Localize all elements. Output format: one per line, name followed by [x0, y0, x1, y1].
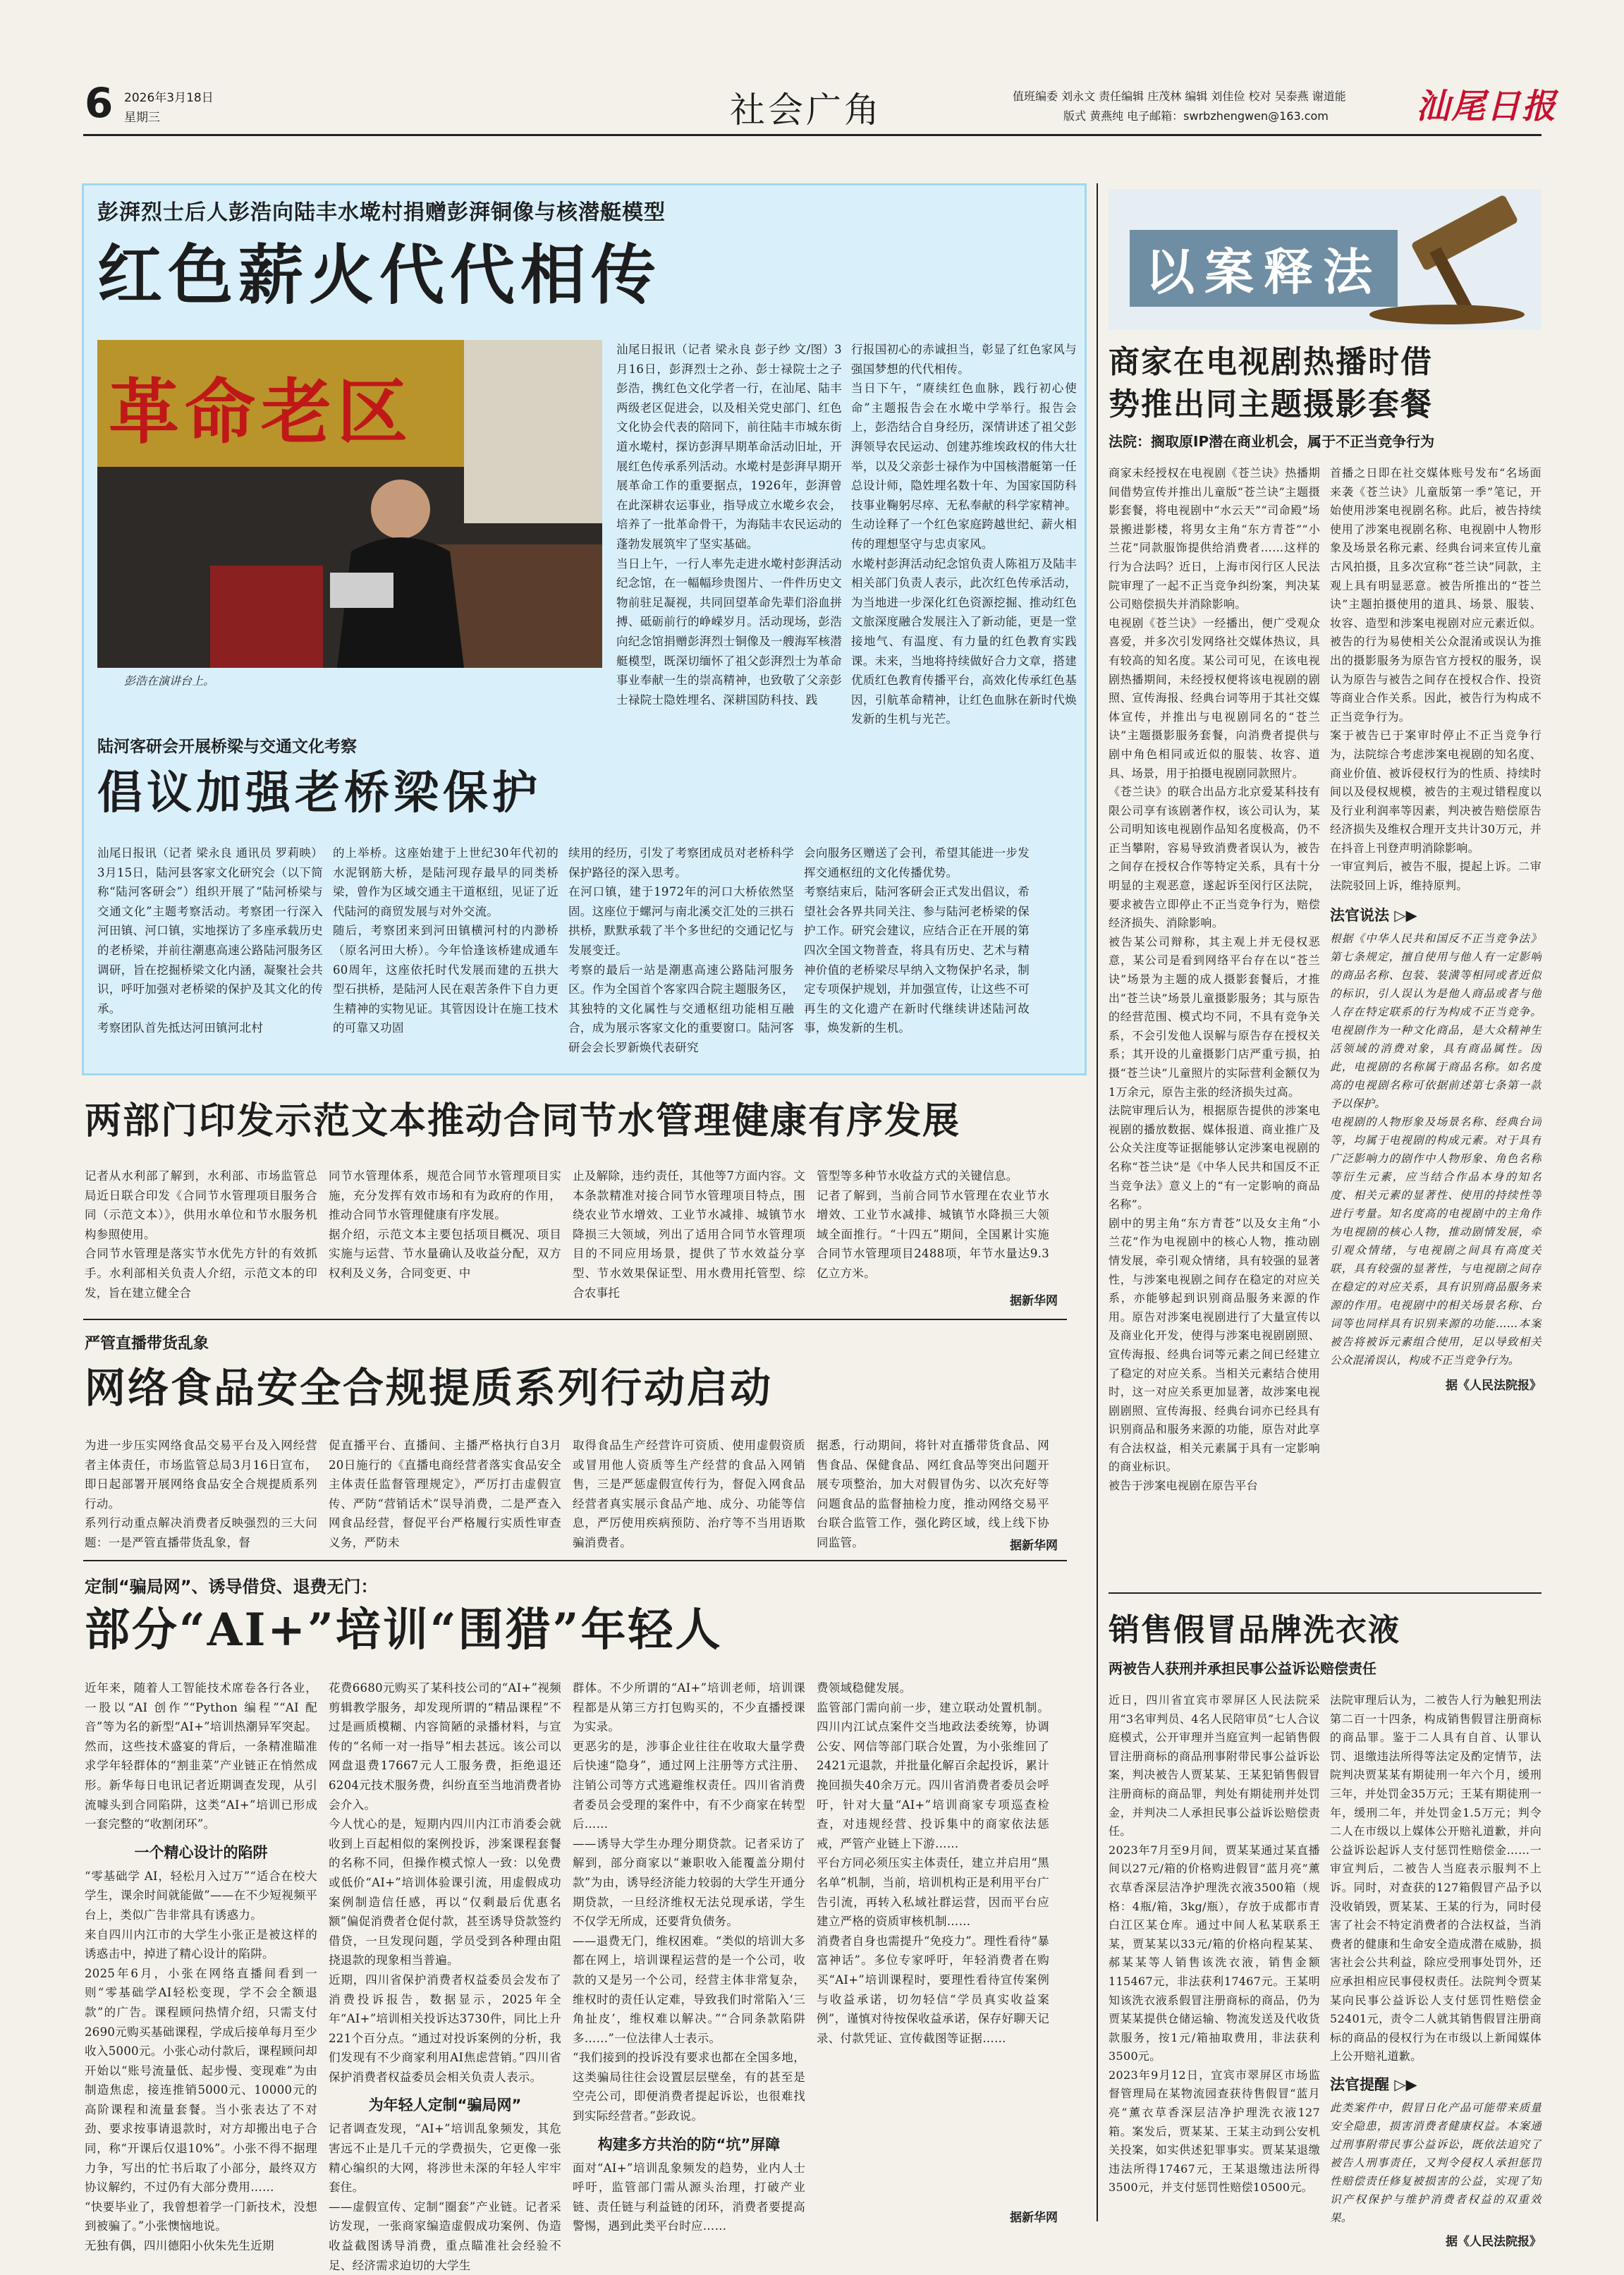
article5-col1-wrap [85, 1678, 317, 2256]
weekday: 星期三 [124, 111, 160, 125]
article4-kicker: 严管直播带货乱象 [85, 1335, 209, 1353]
article5-credit: 据新华网 [1010, 2211, 1058, 2225]
case1-tip-body: 根据《中华人民共和国反不正当竞争法》第七条规定，擅自使用与他人有一定影响的商品名称、包装、装潢等相同或者近似的标识，引人误认为是他人商品或者与他人存在特定联系的行为构成不正当竞争。电视剧作为一种文化商品，是大众精神生活领域的消费对象，具有商品属性。因此，电视剧的名称属于商品名称。如名度高的电视剧名称可依据前述第七条第一款予以保护。 电视剧的人物形象及场景名称、经典台词等，均属于电视剧的构成元素。对于具有广泛影响力的剧作中人物形象、角色名称等衍生元素，应当结合作品本身的知名度、相关元素的显著性、使用的持续性等进行考量。知名度高的电视剧中的主角作为电视剧的核心人物，推动剧情发展，牵引观众情绪，与电视剧之间具有高度关联，具有较强的显著性，与电视剧之间存在稳定的对应关系，具有识别商品服务来源的作用。电视剧中的相关场景名称、台词等也同样具有识别来源的功能……本案被告将被诉元素组合使用，足以导致相关公众混淆误认，构成不正当竞争行为。 [1330, 932, 1541, 1367]
article5-col3: 群体。不少所谓的“AI+”培训老师，培训课程都是从第三方打包购买的，不少直播授课为实录。 更恶劣的是，涉事企业往往在收取大量学费后快速“隐身”，通过网上注册等方式注册、注销公司等方式逃避维权责任。四川省消费者委员会受理的案件中，有不少商家在转型后…… ——诱导大学生办理分期贷款。记者采访了解到，部分商家以“兼职收入能覆盖分期付款”为由，诱导经济能力较弱的大学生开通分期贷款，一旦经济维权无法兑现承诺，学生不仅学无所成，还要背负债务。 ——退费无门，维权困难。“类似的培训大多都在网上，培训课程运营的是一个公司，收款的又是另一个公司，经营主体非常复杂，维权时的责任认定难，导致我们时常陷入‘三角扯皮’，维权难以解决。”“合同条款陷阱多……”一位法律人士表示。 “我们接到的投诉没有要求也都在全国多地，这类骗局往往会设置层层壁垒，有的甚至是空壳公司，即便消费者提起诉讼，也很难找到实际经营者。”彭政说。 [573, 1681, 805, 2123]
case2-tip-label: 法官提醒 [1330, 2075, 1389, 2093]
paper-name-logo: 汕尾日报 [1416, 87, 1558, 126]
article2-col1: 汕尾日报讯（记者 梁永良 通讯员 罗莉映）3月15日，陆河县客家文化研究会（以下简称“陆河客研会”）组织开展了“陆河桥梁与交通文化”主题考察活动。考察团一行深入河田镇、河口镇，实地探访了多座承载历史的老桥梁，并前往潮惠高速公路陆河服务区调研，旨在挖掘桥梁文化内涵，凝聚社会共识，呼吁加强对老桥梁的保护及其文化的传承。 考察团队首先抵达河田镇河北村 [97, 846, 323, 1035]
section-title: 社会广角 [730, 90, 882, 130]
article3-col1: 记者从水利部了解到，水利部、市场监管总局近日联合印发《合同节水管理项目服务合同（示范文本）》，供用水单位和节水服务机构参照使用。 合同节水管理是落实节水优先方针的有效抓手。水利部相关负责人介绍，示范文本的印发，旨在建立健全合 [85, 1169, 317, 1300]
case1-tip-title [1330, 904, 1541, 925]
play-arrow-icon: ▷▶ [1394, 2075, 1417, 2093]
divider-a4 [83, 1560, 1067, 1561]
article5-kicker: 定制“骗局网”、诱导借贷、退费无门： [85, 1577, 378, 1597]
case1-credit: 据《人民法院报》 [1446, 1378, 1541, 1393]
divider-a3 [83, 1319, 1067, 1320]
article2-kicker: 陆河客研会开展桥梁与交通文化考察 [97, 738, 357, 756]
article2-col2: 的上举桥。这座始建于上世纪30年代初的水泥钢筋大桥，是陆河现存最早的同类桥梁，曾作为区域交通主干道枢纽，见证了近代陆河的商贸发展与对外交流。 随后，考察团来到河田镇横河村的内渺桥（原名河田大桥）。今年恰逢该桥建成通车60周年，这座依托时代发展而建的五拱大型石拱桥，是陆河人民在艰苦条件下自力更生精神的实物见证。其管因设计在施工技术的可靠又功固 [333, 846, 558, 1035]
case2-credit: 据《人民法院报》 [1446, 2234, 1541, 2249]
article2-headline: 倡议加强老桥梁保护 [97, 767, 542, 819]
case2-headline: 销售假冒品牌洗衣液 [1109, 1612, 1400, 1648]
article5-col3-wrap [573, 1678, 805, 2236]
article5-col2-subhead: 为年轻人定制“骗局网” [368, 2097, 522, 2114]
article4-col3: 取得食品生产经营许可资质、使用虚假资质或冒用他人资质等生产经营的食品入网销售，三是严惩虚假宣传行为，督促入网食品经营者真实展示食品产地、成分、功能等信息，严厉使用疾病预防、治疗等不当用语欺骗消费者。 [573, 1439, 805, 1549]
case2-subhead: 两被告人获刑并承担民事公益诉讼赔偿责任 [1109, 1660, 1376, 1677]
article5-col4: 费领域稳健发展。 监管部门需向前一步，建立联动处置机制。四川内江试点案件交当地政法委统筹，协调公安、网信等部门联合处置，为小张维回了2421元退款，并批量化解百余起投诉，累计挽回损失40余万元。四川省消费者委员会呼吁，针对大量“AI+”培训商家专项巡查检查，对违规经营、投诉集中的商家依法惩戒，严管产业链上下游…… 平台方同必须压实主体责任，建立并启用“黑名单”机制，当前，培训机构正是利用平台广告引流，再转入私域社群运营，因而平台应建立严格的资质审核机制…… 消费者自身也需提升“免疫力”。理性看待“暴富神话”。多位专家呼吁，年轻消费者在购买“AI+”培训课程时，要理性看待宣传案例与收益承诺，切勿轻信“学员真实收益案例”，谨慎对待按保收益承诺，保存好聊天记录、付款凭证、宣传截图等证据…… [817, 1681, 1049, 2045]
staff-line: 值班编委 刘永文 责任编辑 庄茂林 编辑 刘佳俭 校对 吴泰燕 谢道能 [1013, 90, 1346, 103]
article5-col3b: 面对“AI+”培训乱象频发的趋势，业内人士呼吁，监管部门需从源头治理，打破产业链、责任链与利益链的闭环，消费者要提高警惕，遇到此类平台时应…… [573, 2161, 805, 2233]
masthead-rule [83, 134, 1541, 136]
article4-credit: 据新华网 [1010, 1539, 1058, 1553]
sidebar-logo-box [1109, 189, 1541, 330]
case1-tip-label: 法官说法 [1330, 906, 1389, 924]
play-arrow-icon: ▷▶ [1394, 906, 1417, 924]
case1-subhead: 法院：搁取原IP潜在商业机会，属于不正当竞争行为 [1109, 433, 1435, 450]
article4-col1: 为进一步压实网络食品交易平台及入网经营者主体责任，市场监管总局3月16日宣布，即日起部署开展网络食品安全合规提质系列行动。 系列行动重点解决消费者反映强烈的三大问题：一是严管直播带货乱象，督 [85, 1439, 317, 1549]
column-divider [1097, 183, 1098, 2221]
column-logo-text: 以案释法 [1130, 230, 1398, 307]
contact-line: 版式 黄燕纯 电子邮箱：swrbzhengwen@163.com [1063, 109, 1329, 123]
article1-headline: 红色薪火代代相传 [97, 237, 662, 313]
article1-photo [97, 340, 602, 668]
case1-col2-wrap [1330, 464, 1541, 1393]
article4-col4: 据悉，行动期间，将针对直播带货食品、网售食品、保健食品、网红食品等突出问题开展专项整治，加大对假冒伪劣、以次充好等问题食品的监督抽检力度，推动网络交易平台联合监管工作，强化跨区域，线上线下协同监管。 [817, 1439, 1049, 1549]
case1-col1: 商家未经授权在电视剧《苍兰诀》热播期间借势宣传并推出儿童版“苍兰诀”主题摄影套餐，将电视剧中“水云天”“司命殿”场景搬进影楼，将男女主角“东方青苍”“小兰花”同款服饰提供给消费者……这样的行为合法吗？近日，上海市闵行区人民法院审理了一起不正当竞争纠纷案，判决某公司赔偿损失并消除影响。 电视剧《苍兰诀》一经播出，便广受观众喜爱，并多次引发网络社交媒体热议，具有较高的知名度。某公司可见，在该电视剧热播期间，未经授权便将该电视剧的剧照、宣传海报、经典台词等用于其社交媒体宣传，并推出与电视剧同名的“苍兰诀”主题摄影服务套餐，向消费者提供与剧中角色相同或近似的服装、妆容、道具、场景，用于拍摄电视剧同款照片。 《苍兰诀》的联合出品方北京爱某科技有限公司享有该剧著作权，该公司认为，某公司明知该电视剧作品知名度极高，仍不正当攀附，容易导致消费者误认为，被告之间存在授权合作等特定关系，具有十分明显的主观恶意，遂起诉至闵行区法院，要求被告立即停止不正当竞争行为，赔偿经济损失、消除影响。 被告某公司辩称，其主观上并无侵权恶意，某公司是看到网络平台存在以“苍兰诀”场景为主题的成人摄影套餐后，才推出“苍兰诀”场景儿童摄影服务；其与原告的经营范围、模式均不同，不具有竞争关系，不会引发他人误解与原告存在授权关系；其开设的儿童摄影门店严重亏损，拍摄“苍兰诀”儿童照片的实际营利金额仅为1万余元，原告主张的经济损失过高。 法院审理后认为，根据原告提供的涉案电视剧的播放数据、媒体报道、商业推广及公众关注度等证据能够认定涉案电视剧的名称“苍兰诀”是《中华人民共和国反不正当竞争法》意义上的“有一定影响的商品名称”。 剧中的男主角“东方青苍”以及女主角“小兰花”作为电视剧中的核心人物，推动剧情发展，牵引观众情绪，具有较强的显著性，与涉案电视剧之间存在稳定的对应关系，亦能够起到识别商品服务来源的作用。原告对涉案电视剧进行了大量宣传以及商业化开发，使得与涉案电视剧剧照、宣传海报、经典台词等元素之间已经建立了稳定的对应关系。当相关元素结合使用时，这一对应关系更加显著，故涉案电视剧剧照、宣传海报、经典台词亦已经具有识别商品和服务来源的功能，原告对此享有合法权益，相关元素属于具有一定影响的商业标识。 被告于涉案电视剧在原告平台 [1109, 466, 1320, 1493]
sidebar-divider [1109, 1592, 1541, 1594]
article4-col2: 促直播平台、直播间、主播严格执行自3月20日施行的《直播电商经营者落实食品安全主体责任监督管理规定》，严厉打击虚假宣传、严防“营销话术”误导消费，二是严查入网食品经营，督促平台严格履行实质性审查义务，严防未 [329, 1439, 561, 1549]
article2-col4: 会向服务区赠送了会刊，希望其能进一步发挥交通枢纽的文化传播优势。 考察结束后，陆河客研会正式发出倡议，希望社会各界共同关注、参与陆河老桥梁的保护工作。研究会建议，应结合正在开展的第四次全国文物普查，将具有历史、艺术与精神价值的老桥梁尽早纳入文物保护名录，制定专项保护规划，并加强宣传，让这些不可再生的文化遗产在新时代继续讲述陆河故事，焕发新的生机。 [804, 846, 1030, 1035]
article5-col4-wrap [817, 1678, 1049, 2048]
article5-col2-wrap [329, 1678, 561, 2275]
case2-tip-body: 此类案件中，假冒日化产品可能带来质量安全隐患，损害消费者健康权益。本案通过刑事附带民事公益诉讼，既依法追究了被告人刑事责任，又判令侵权人承担惩罚性赔偿责任修复被损害的公益，实现了知识产权保护与维护消费者权益的双重效果。 [1330, 2101, 1541, 2224]
article5-col3-subhead: 构建多方共治的防“坑”屏障 [597, 2135, 781, 2153]
case1-col2: 首播之日即在社交媒体账号发布“名场面来袭《苍兰诀》儿童版第一季”笔记，开始使用涉案电视剧名称。此后，被告持续使用了涉案电视剧名称、电视剧中人物形象及场景名称元素、经典台词来宣传儿童古风拍摄，且多次宣称“苍兰诀”同款，主观上具有明显恶意。被告所推出的“苍兰诀”主题拍摄使用的道具、场景、服装、妆容、造型和涉案电视剧对应元素近似。被告的行为易使相关公众混淆或误认为推出的摄影服务为原告官方授权的服务，误认为原告与被告之间存在授权合作、投资等商业合作关系。因此，被告行为构成不正当竞争行为。 案于被告已于案审时停止不正当竞争行为，法院综合考虑涉案电视剧的知名度、商业价值、被诉侵权行为的性质、持续时间以及侵权规模，被告的主观过错程度以及行业利润率等因素，判决被告赔偿原告经济损失及维权合理开支共计30万元，并在抖音上刊登声明消除影响。 一审宣判后，被告不服，提起上诉。二审法院驳回上诉，维持原判。 [1330, 466, 1541, 893]
case2-tip-title [1330, 2073, 1541, 2094]
article3-col3: 止及解除，违约责任，其他等7方面内容。文本条款精准对接合同节水管理项目特点，围绕农业节水增效、工业节水减排、城镇节水降损三大领域，列出了适用合同节水管理项目的不同应用场景，提供了节水效益分享型、节水效果保证型、用水费用托管型、综合农事托 [573, 1169, 805, 1300]
article3-headline: 两部门印发示范文本推动合同节水管理健康有序发展 [85, 1099, 961, 1142]
article5-col1-subhead: 一个精心设计的陷阱 [134, 1843, 268, 1861]
photo-banner-text: 革命老区 [109, 370, 413, 453]
case2-col2: 法院审理后认为，二被告人行为触犯刑法第二百一十四条，构成销售假冒注册商标的商品罪。鉴于二人具有自首、认罪认罚、退缴违法所得等法定及酌定情节，法院判决贾某某有期徒刑一年六个月，缓刑三年，并处罚金35万元；王某有期徒刑一年，缓刑二年，并处罚金1.5万元；判令二人在市级以上媒体公开赔礼道歉，并向公益诉讼起诉人支付惩罚性赔偿金……一审宣判后，二被告人当庭表示服判不上诉。同时，对查获的127箱假冒产品予以没收销毁，贾某某、王某的行为，同时侵害了社会不特定消费者的合法权益，当消费者的健康和生命安全造成潜在威胁，损害社会公共利益，除应受刑事处罚外，还应承担相应民事侵权责任。法院判令贾某某向民事公益诉讼人支付惩罚性赔偿金52401元，责令二人就其销售假冒注册商标的商品的侵权行为在市级以上新闻媒体上公开赔礼道歉。 [1330, 1693, 1541, 2063]
photo-caption: 彭浩在演讲台上。 [124, 674, 215, 688]
article5-headline: 部分“AI+”培训“围猎”年轻人 [85, 1604, 723, 1657]
article3-credit: 据新华网 [1010, 1294, 1058, 1308]
article5-col2: 花费6680元购买了某科技公司的“AI+”视频剪辑教学服务，却发现所谓的“精品课程”不过是画质模糊、内容简陋的录播材料，与宣传的“名师一对一指导”相去甚远。该公司以网盘退费17667元人工服务费，拒绝退还6204元技术服务费，纠纷直至当地消费者协会介入。 今人忧心的是，短期内四川内江市消委会就收到上百起相似的案例投诉，涉案课程套餐的名称不同，但操作模式惊人一致：以免费或低价“AI+”培训体验课引流，用虚假成功案例制造信任感，再以“仅剩最后优惠名额”偏促消费者仓促付款，甚至诱导贷款签约借贷，一旦发现问题，学员受到各种理由阻挠退款的现象相当普遍。 近期，四川省保护消费者权益委员会发布了消费投诉报告，数据显示，2025年全年“AI+”培训相关投诉达3730件，同比上升221个百分点。“通过对投诉案例的分析，我们发现有不少商家利用AI焦虑营销。”四川省保护消费者权益委员会相关负责人表示。 [329, 1681, 561, 2084]
article1-kicker: 彭湃烈士后人彭浩向陆丰水墘村捐赠彭湃铜像与核潜艇模型 [97, 200, 666, 225]
article1-col2: 行报国初心的赤诚担当，彰显了红色家风与强国梦想的代代相传。 当日下午，“赓续红色血脉，践行初心使命”主题报告会在水墘中学举行。报告会上，彭浩结合自身经历，深情讲述了祖父彭湃领导农民运动、创建苏维埃政权的伟大壮举，以及父亲彭士禄作为中国核潜艇第一任总设计师，隐姓埋名数十年、为国家国防科技事业鞠躬尽瘁、无私奉献的科学家精神。生动诠释了一个红色家庭跨越世纪、薪火相传的理想坚守与忠贞家风。 水墘村彭湃活动纪念馆负责人陈祖万及陆丰相关部门负责人表示，此次红色传承活动，为当地进一步深化红色资源挖掘、推动红色文旅深度融合发展注入了新动能，更是一堂接地气、有温度、有力量的红色教育实践课。未来，当地将持续做好合力文章，搭建优质红色教育传播平台，高效化传承红色基因，引航革命精神，让红色血脉在新时代焕发新的生机与光芒。 [851, 343, 1077, 726]
page-number: 6 [85, 79, 114, 127]
case1-headline: 商家在电视剧热播时借势推出同主题摄影套餐 [1109, 344, 1433, 422]
article2-col3: 续用的经历，引发了考察团成员对老桥科学保护路径的深入思考。 在河口镇，建于1972年的河口大桥依然坚固。这座位于螺河与南北溪交汇处的三拱石拱桥，默默承载了半个多世纪的交通记忆与发展变迁。 考察的最后一站是潮惠高速公路陆河服务区。作为全国首个客家四合院主题服务区，其独特的文化属性与交通枢纽功能相互融合，成为展示客家文化的重要窗口。陆河客研会会长罗新焕代表研究 [568, 846, 794, 1054]
case2-col1: 近日，四川省宜宾市翠屏区人民法院采用“3名审判员、4名人民陪审员”七人合议庭模式，公开审理并当庭宣判一起销售假冒注册商标的商品刑事附带民事公益诉讼案，判决被告人贾某某、王某犯销售假冒注册商标的商品罪，判处有期徒刑并处罚金，并判决二人承担民事公益诉讼赔偿责任。 2023年7月至9月间，贾某某通过某直播间以27元/箱的价格购进假冒“蓝月亮”薰衣草香深层洁净护理洗衣液3500箱（规格：4瓶/箱，3kg/瓶），存放于成都市青白江区某仓库。通过中间人私某联系王某，贾某某以33元/箱的价格向程某某、郝某某等人销售该洗衣液，销售金额115467元，非法获利17467元。王某明知该洗衣液系假冒注册商标的商品，仍为贾某某提供仓储运输、物流发送及代收货款服务，按1元/箱抽取费用，非法获利3500元。 2023年9月12日，宜宾市翠屏区市场监督管理局在某物流园查获待售假冒“蓝月亮”薰衣草香深层洁净护理洗衣液127箱。案发后，贾某某、王某主动到公安机关投案，如实供述犯罪事实。贾某某退缴违法所得17467元，王某退缴违法所得3500元，并支付惩罚性赔偿10500元。 [1109, 1693, 1320, 2195]
article3-col2: 同节水管理体系，规范合同节水管理项目实施，充分发挥有效市场和有为政府的作用，推动合同节水管理健康有序发展。 据介绍，示范文本主要包括项目概况、项目实施与运营、节水量确认及收益分配，双方权利及义务，合同变更、中 [329, 1169, 561, 1280]
date-line: 2026年3月18日 [124, 91, 214, 105]
article5-col2b: 记者调查发现，“AI+”培训乱象频发，其危害远不止是几千元的学费损失，它更像一张精心编织的大网，将涉世未深的年轻人牢牢套住。 ——虚假宣传、定制“圈套”产业链。记者采访发现，一张商家编造虚假成功案例、伪造收益截图诱导消费，重点瞄准社会经验不足、经济需求迫切的大学生 [329, 2122, 561, 2272]
article5-col1b: “零基础学 AI，轻松月入过万”“适合在校大学生，课余时间就能做”——在不少短视频平台上，类似广告非常具有诱惑力。 来自四川内江市的大学生小张正是被这样的诱惑击中，掉进了精心设计的陷阱。 2025年6月，小张在网络直播间看到一则“零基础学AI轻松变现，学不会全额退款”的广告。课程顾问热情介绍，只需支付2690元购买基础课程，学成后接单每月至少收入5000元。小张心动付款后，课程顾问却开始以“账号流量低、起步慢、变现难”为由制造焦虑，接连推销5000元、10000元的高阶课程和流量套餐。当小张表达了不对劲、要求按事请退款时，对方却搬出电子合同，称“开课后仅退10%”。小张不得不据理力争，写出的忙书后取了小部分，最终双方协议解约，不过仍有大部分费用…… “快要毕业了，我曾想着学一门新技术，没想到被骗了。”小张懊恼地说。 无独有偶，四川德阳小伙朱先生近期 [85, 1869, 317, 2253]
article5-col1: 近年来，随着人工智能技术席卷各行各业，一股以“AI 创作”“Python 编程”“AI 配音”等为名的新型“AI+”培训热潮异军突起。然而，这些技术盛宴的背后，一条精准瞄准求学年轻群体的“割韭菜”产业链正在悄然成形。新华每日电讯记者近期调查发现，从引流噱头到合同陷阱，这类“AI+”培训已形成一套完整的“收割闭环”。 [85, 1681, 317, 1831]
case2-col2-wrap [1330, 1691, 1541, 2249]
article1-col1: 汕尾日报讯（记者 梁永良 彭子纱 文/图）3月16日，彭湃烈士之孙、彭士禄院士之子彭浩，携红色文化学者一行，在汕尾、陆丰两级老区促进会，以及相关党史部门、红色文化协会代表的陪同下，前往陆丰市城东街道水墘村，探访彭湃早期革命活动旧址，开展红色传承系列活动。水墘村是彭湃早期开展革命工作的重要据点，1926年，彭湃曾在此深耕农运事业，指导成立水墘乡农会，培养了一批革命骨干，为海陆丰农民运动的蓬勃发展筑牢了坚实基础。 当日上午，一行人率先走进水墘村彭湃活动纪念馆，在一幅幅珍贵图片、一件件历史文物前驻足凝视，共同回望革命先辈们浴血拼搏、砥砺前行的峥嵘岁月。活动现场，彭浩向纪念馆捐赠彭湃烈士铜像及一艘海军核潜艇模型，既深切缅怀了祖父彭湃烈士为革命事业奉献一生的崇高精神，也致敬了父亲彭士禄院士隐姓埋名、深耕国防科技、践 [616, 343, 842, 707]
article4-headline: 网络食品安全合规提质系列行动启动 [85, 1364, 774, 1412]
article3-col4: 管型等多种节水收益方式的关键信息。 记者了解到，当前合同节水管理在农业节水增效、工业节水减排、城镇节水降损三大领域全面推行。“十四五”期间，全国累计实施合同节水管理项目2488项，年节水量达9.3亿立方米。 [817, 1169, 1049, 1280]
